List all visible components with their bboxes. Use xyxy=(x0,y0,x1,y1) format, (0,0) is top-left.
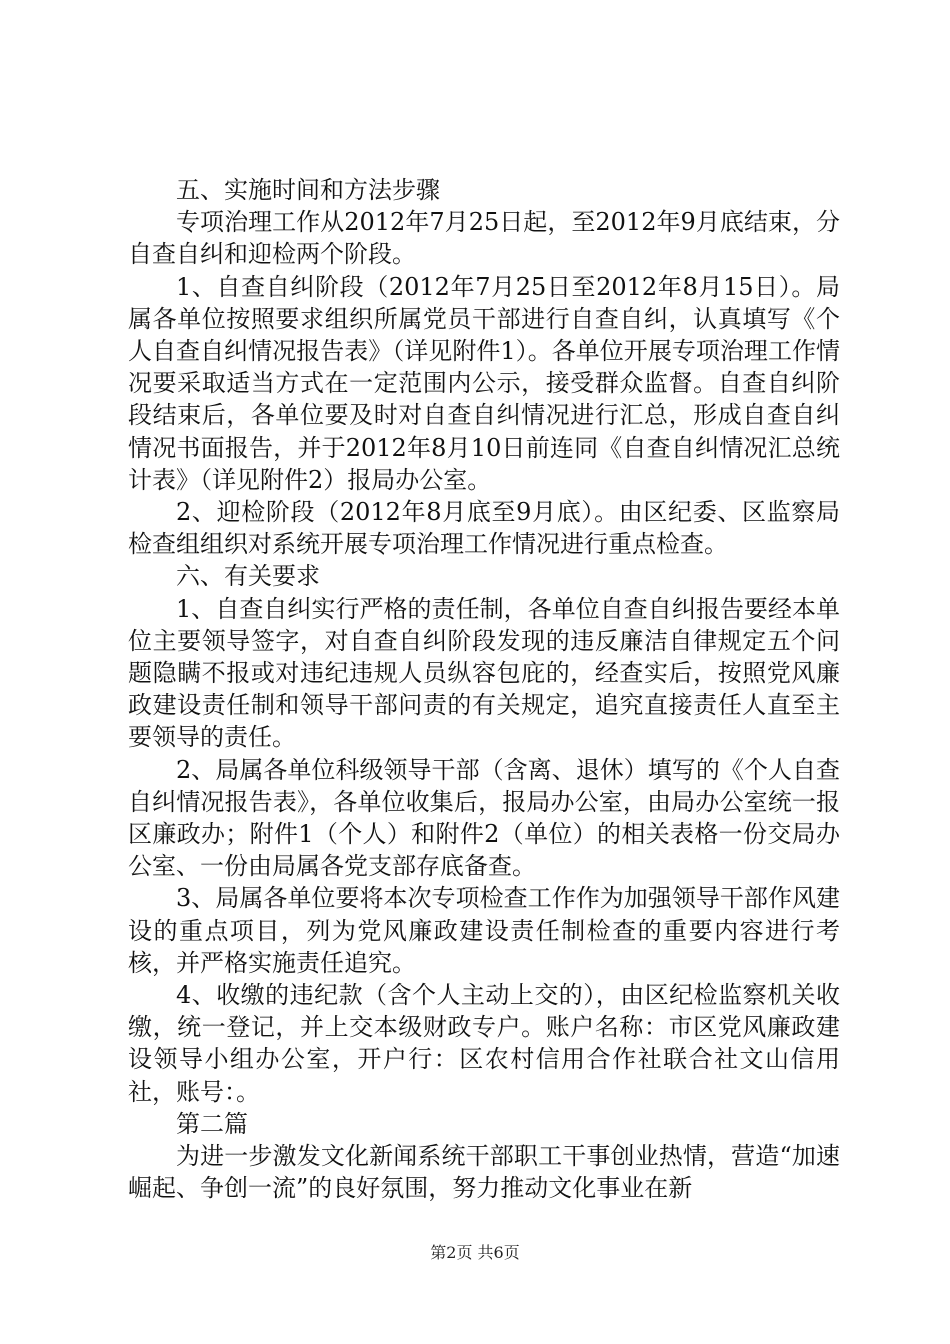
paragraph: 2、迎检阶段（2012年8月底至9月底）。由区纪委、区监察局检查组组织对系统开展专项治理工作情况进行重点检查。 xyxy=(128,498,840,559)
paragraph: 2、局属各单位科级领导干部（含离、退休）填写的《个人自查自纠情况报告表》，各单位收集后，报局办公室，由局办公室统一报区廉政办；附件1（个人）和附件2（单位）的相关表格一份交局办公室、一份由局属各党支部存底备查。 xyxy=(128,755,840,881)
paragraph: 3、局属各单位要将本次专项检查工作作为加强领导干部作风建设的重点项目，列为党风廉政建设责任制检查的重要内容进行考核，并严格实施责任追究。 xyxy=(128,884,840,977)
paragraph: 专项治理工作从2012年7月25日起，至2012年9月底结束，分自查自纠和迎检两个阶段。 xyxy=(128,208,840,269)
paragraph: 4、收缴的违纪款（含个人主动上交的），由区纪检监察机关收缴，统一登记，并上交本级财政专户。账户名称：市区党风廉政建设领导小组办公室，开户行：区农村信用合作社联合社文山信用社，账号：。 xyxy=(128,981,840,1106)
page-footer xyxy=(0,1240,950,1263)
paragraph: 1、自查自纠阶段（2012年7月25日至2012年8月15日）。局属各单位按照要求组织所属党员干部进行自查自纠，认真填写《个人自查自纠情况报告表》（详见附件1）。各单位开展专项治理工作情况要采取适当方式在一定范围内公示，接受群众监督。自查自纠阶段结束后，各单位要及时对自查自纠情况进行汇总，形成自查自纠情况书面报告，并于2012年8月10日前连同《自查自纠情况汇总统计表》（详见附件2）报局办公室。 xyxy=(128,272,840,494)
paragraph: 为进一步激发文化新闻系统干部职工干事创业热情，营造“加速崛起、争创一流”的良好氛围，努力推动文化事业在新 xyxy=(128,1142,840,1203)
section-heading-implementation: 五、实施时间和方法步骤 xyxy=(176,176,440,204)
document-body xyxy=(128,174,840,1205)
paragraph: 1、自查自纠实行严格的责任制，各单位自查自纠报告要经本单位主要领导签字，对自查自纠阶段发现的违反廉洁自律规定五个问题隐瞒不报或对违纪违规人员纵容包庇的，经查实后，按照党风廉政建设责任制和领导干部问责的有关规定，追究直接责任人直至主要领导的责任。 xyxy=(128,594,840,752)
page-number: 第2页 共6页 xyxy=(430,1243,520,1262)
part-heading: 第二篇 xyxy=(176,1109,248,1138)
section-heading-requirements: 六、有关要求 xyxy=(176,562,320,591)
